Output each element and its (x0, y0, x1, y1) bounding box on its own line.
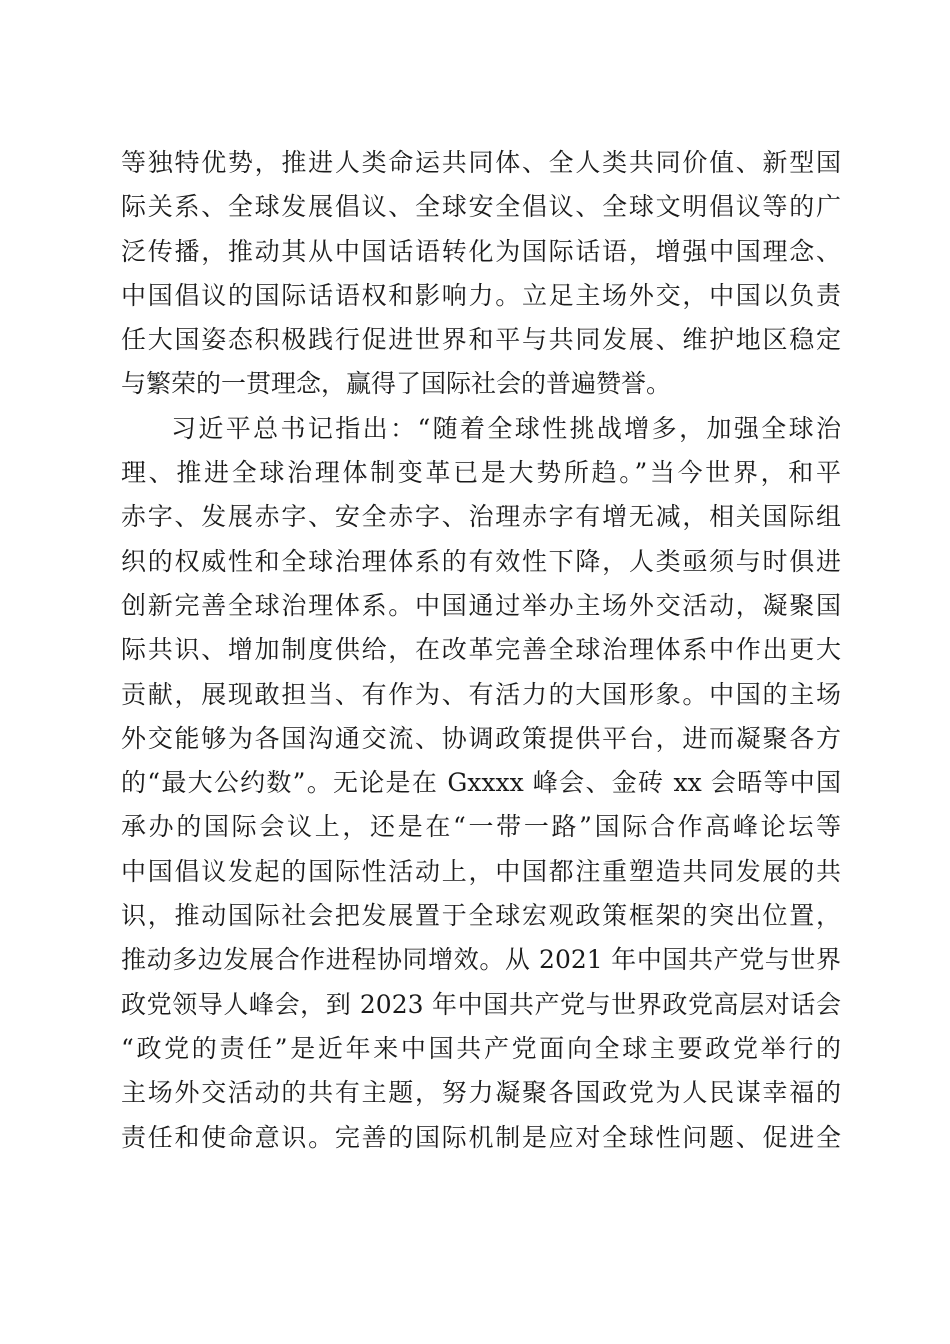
paragraph-2-line: 中国倡议发起的国际性活动上，中国都注重塑造共同发展的共 (121, 856, 841, 886)
paragraph-2-line: 主场外交活动的共有主题，努力凝聚各国政党为人民谋幸福的 (121, 1078, 841, 1108)
body-text (121, 141, 841, 1160)
paragraph-1-line: 与繁荣的一贯理念，赢得了国际社会的普遍赞誉。 (121, 369, 672, 399)
paragraph-2-line: 识，推动国际社会把发展置于全球宏观政策框架的突出位置， (121, 901, 841, 931)
paragraph-1-line: 等独特优势，推进人类命运共同体、全人类共同价值、新型国 (121, 148, 841, 177)
paragraph-2-line: 承办的国际会议上，还是在“一带一路”国际合作高峰论坛等 (121, 812, 841, 842)
paragraph-2-line: 理、推进全球治理体制变革已是大势所趋。”当今世界，和平 (121, 458, 841, 488)
paragraph-2-line: 责任和使命意识。完善的国际机制是应对全球性问题、促进全 (121, 1122, 841, 1152)
paragraph-2-line: 习近平总书记指出：“随着全球性挑战增多，加强全球治 (171, 413, 841, 443)
paragraph-2-line: 际共识、增加制度供给，在改革完善全球治理体系中作出更大 (121, 635, 841, 665)
paragraph-1-line: 泛传播，推动其从中国话语转化为国际话语，增强中国理念、 (121, 236, 841, 266)
paragraph-2-line: 外交能够为各国沟通交流、协调政策提供平台，进而凝聚各方 (121, 723, 841, 753)
paragraph-1-line: 际关系、全球发展倡议、全球安全倡议、全球文明倡议等的广 (121, 192, 841, 222)
paragraph-2-line: 的“最大公约数”。无论是在 Gxxxx 峰会、金砖 xx 会晤等中国 (121, 768, 841, 798)
paragraph-2-line: 推动多边发展合作进程协同增效。从 2021 年中国共产党与世界 (121, 945, 841, 975)
paragraph-2-line: 创新完善全球治理体系。中国通过举办主场外交活动，凝聚国 (121, 590, 841, 620)
paragraph-2-line: 贡献，展现敢担当、有作为、有活力的大国形象。中国的主场 (121, 679, 841, 709)
paragraph-2-line: “政党的责任”是近年来中国共产党面向全球主要政党举行的 (121, 1033, 841, 1063)
paragraph-1-line: 中国倡议的国际话语权和影响力。立足主场外交，中国以负责 (121, 280, 841, 310)
paragraph-1-line: 任大国姿态积极践行促进世界和平与共同发展、维护地区稳定 (121, 325, 841, 355)
paragraph-2-line: 赤字、发展赤字、安全赤字、治理赤字有增无减，相关国际组 (121, 502, 841, 532)
paragraph-2-line: 政党领导人峰会，到 2023 年中国共产党与世界政党高层对话会 (121, 989, 841, 1019)
paragraph-2-line: 织的权威性和全球治理体系的有效性下降，人类亟须与时俱进 (121, 546, 841, 576)
